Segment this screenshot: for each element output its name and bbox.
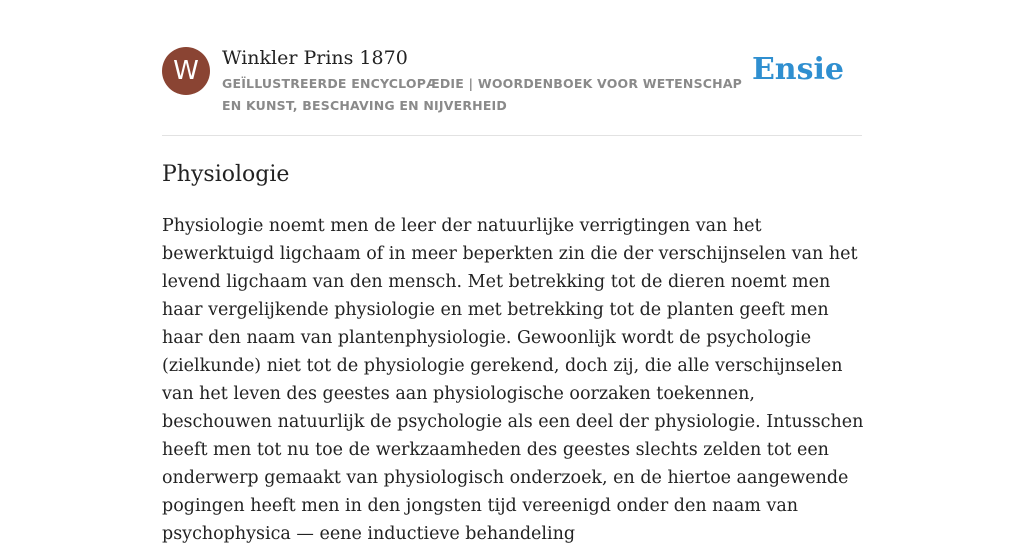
header-divider	[162, 135, 862, 136]
source-title[interactable]: Winkler Prins 1870	[222, 47, 408, 69]
source-header	[162, 46, 862, 116]
entry-body: Physiologie noemt men de leer der natuurlijke verrigtingen van het bewerktuigd ligchaam of in meer beperkten zin die der verschijnselen van het levend ligchaam van den mensch. Met betrekking tot de dieren noemt men haar vergelijkende physiologie en met betrekking tot de planten geeft men haar den naam van plantenphysiologie. Gewoonlijk wordt de psychologie (zielkunde) niet tot de physiologie gerekend, doch zij, die alle verschijnselen van het leven des geestes aan physiologische oorzaken toekennen, beschouwen natuurlijk de psychologie als een deel der physiologie. Intusschen heeft men tot nu toe de werkzaamheden des geestes slechts zelden tot een onderwerp gemaakt van physiologisch onderzoek, en de hiertoe aangewende pogingen heeft men in den jongsten tijd vereenigd onder den naam van psychophysica — eene inductieve behandeling	[162, 216, 864, 544]
source-avatar[interactable]: W	[162, 47, 210, 95]
source-subtitle: GEÏLLUSTREERDE ENCYCLOPÆDIE | WOORDENBOEK VOOR WETENSCHAP EN KUNST, BESCHAVING EN NIJVERHEID	[222, 76, 743, 113]
entry-title: Physiologie	[162, 162, 290, 187]
ensie-logo[interactable]: Ensie	[751, 52, 844, 87]
